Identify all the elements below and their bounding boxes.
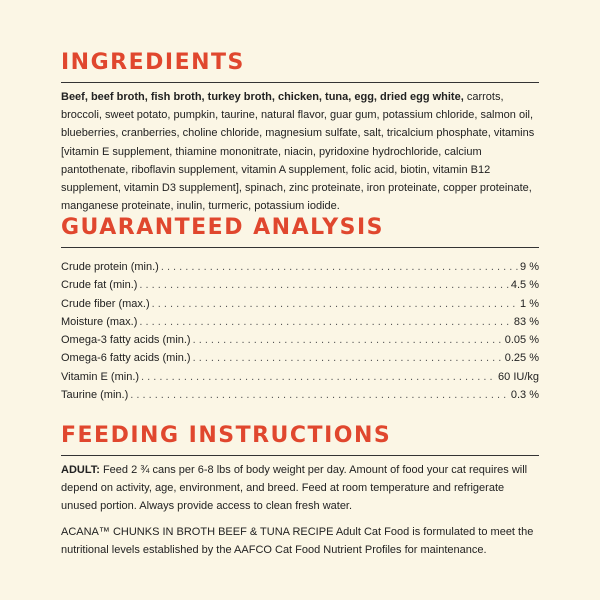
feeding-heading: FEEDING INSTRUCTIONS <box>61 423 392 448</box>
feeding-adult-label: ADULT: <box>61 464 100 476</box>
analysis-row <box>61 313 539 331</box>
analysis-label: Vitamin E (min.) <box>61 370 140 383</box>
analysis-value: 4.5 % <box>510 279 539 292</box>
analysis-label: Omega-3 fatty acids (min.) <box>61 334 191 347</box>
analysis-value: 0.05 % <box>504 334 539 347</box>
dot-leader <box>141 368 496 386</box>
analysis-label: Crude protein (min.) <box>61 261 159 273</box>
analysis-row <box>61 258 539 276</box>
ingredients-bold-text: Beef, beef broth, fish broth, turkey broth, chicken, tuna, egg, dried egg white, <box>61 91 464 103</box>
analysis-value: 0.3 % <box>510 389 539 402</box>
ingredients-divider <box>61 82 539 83</box>
analysis-table <box>61 258 539 404</box>
dot-leader <box>161 258 518 276</box>
analysis-value: 0.25 % <box>504 352 539 365</box>
analysis-label: Taurine (min.) <box>61 389 129 402</box>
analysis-label: Crude fat (min.) <box>61 279 138 292</box>
analysis-heading: GUARANTEED ANALYSIS <box>61 215 384 240</box>
dot-leader <box>139 276 508 294</box>
feeding-divider <box>61 455 539 456</box>
analysis-row <box>61 276 539 294</box>
dot-leader <box>193 331 503 349</box>
analysis-row <box>61 331 539 349</box>
analysis-row <box>61 349 539 367</box>
analysis-row <box>61 368 539 386</box>
ingredients-rest-text: carrots, broccoli, sweet potato, pumpkin, taurine, natural flavor, guar gum, potassium chloride, salmon oil, blueberries, cranberries, choline chloride, magnesium sulfate, salt, tricalcium phosphate, vitamins [vitamin E supplement, thiamine mononitrate, niacin, pyridoxine hydrochloride, calcium pantothenate, riboflavin supplement, vitamin A supplement, folic acid, biotin, vitamin B12 supplement, vitamin D3 supplement], spinach, zinc proteinate, iron proteinate, copper proteinate, manganese proteinate, inulin, turmeric, potassium iodide. <box>61 91 535 213</box>
analysis-value: 60 IU/kg <box>498 370 539 383</box>
aafco-statement: ACANA™ CHUNKS IN BROTH BEEF & TUNA RECIPE Adult Cat Food is formulated to meet the nutritional levels established by the AAFCO Cat Food Nutrient Profiles for maintenance. <box>61 526 534 557</box>
feeding-adult-text <box>61 461 539 516</box>
ingredients-heading: INGREDIENTS <box>61 50 245 75</box>
analysis-label: Crude fiber (max.) <box>61 297 150 310</box>
analysis-label: Moisture (max.) <box>61 315 138 328</box>
ingredients-text <box>61 88 539 215</box>
dot-leader <box>193 349 503 367</box>
analysis-divider <box>61 247 539 248</box>
analysis-row <box>61 295 539 313</box>
dot-leader <box>130 386 509 404</box>
dot-leader <box>139 313 512 331</box>
analysis-label: Omega-6 fatty acids (min.) <box>61 352 191 365</box>
analysis-value: 9 % <box>520 261 539 273</box>
analysis-value: 1 % <box>520 297 539 310</box>
analysis-row <box>61 386 539 404</box>
feeding-adult-instructions: Feed 2 ¾ cans per 6-8 lbs of body weight per day. Amount of food your cat requires will depend on activity, age, environment, and breed. Feed at room temperature and refrigerate unused portion. Always provide access to clean fresh water. <box>61 464 528 513</box>
analysis-value: 83 % <box>513 315 539 328</box>
dot-leader <box>152 295 518 313</box>
